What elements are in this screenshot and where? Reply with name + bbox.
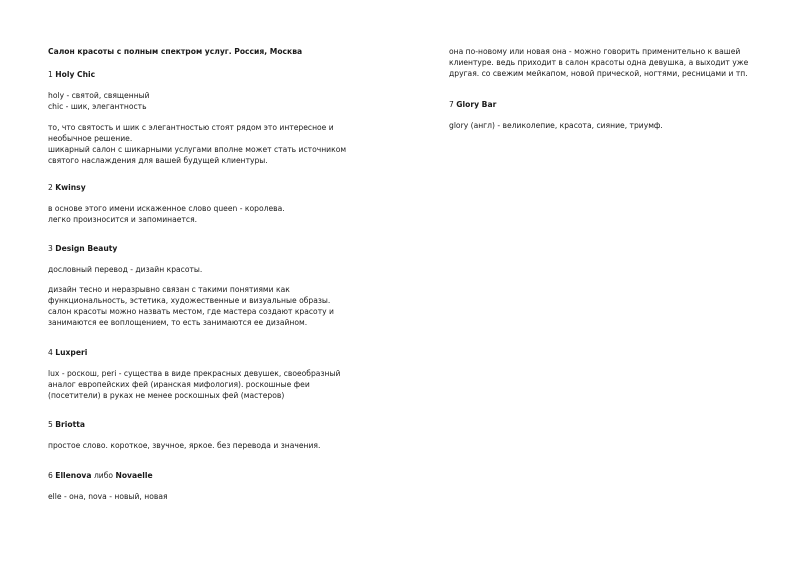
item-heading xyxy=(48,243,117,254)
text-line: занимаются ее воплощением, то есть занимаются ее дизайном. xyxy=(48,318,308,327)
text-line: glory (англ) - великолепие, красота, сияние, триумф. xyxy=(449,121,663,130)
item-heading xyxy=(449,99,496,110)
item-heading xyxy=(48,347,87,358)
text-line: шикарный салон с шикарными услугами вполне может стать источником xyxy=(48,145,347,154)
item-number: 6 xyxy=(48,471,53,480)
item-number: 7 xyxy=(449,100,454,109)
item-number: 2 xyxy=(48,183,53,192)
item-name: Holy Chic xyxy=(55,70,96,79)
text-line: (посетители) в руках не менее роскошных фей (мастеров) xyxy=(48,391,285,400)
item-heading xyxy=(48,69,95,80)
item-name: Design Beauty xyxy=(55,244,118,253)
item-name: Briotta xyxy=(55,420,86,429)
text-line: клиентуре. ведь приходит в салон красоты одна девушка, а выходит уже xyxy=(449,58,749,67)
item-name: Kwinsy xyxy=(55,183,86,192)
item-number: 4 xyxy=(48,348,53,357)
text-line: легко произносится и запоминается. xyxy=(48,215,198,224)
item-heading xyxy=(48,419,85,430)
item-heading xyxy=(48,182,86,193)
item-name: Glory Bar xyxy=(456,100,497,109)
text-line: салон красоты можно назвать местом, где мастера создают красоту и xyxy=(48,307,334,316)
page-title: Салон красоты с полным спектром услуг. Россия, Москва xyxy=(48,47,303,56)
text-line: дословный перевод - дизайн красоты. xyxy=(48,265,203,274)
item-name: Ellenova xyxy=(55,471,92,480)
item-number: 5 xyxy=(48,420,53,429)
text-line: другая. со свежим мейкапом, новой прической, ногтями, ресницами и тп. xyxy=(449,69,748,78)
text-line: в основе этого имени искаженное слово queen - королева. xyxy=(48,204,285,213)
text-line: elle - она, nova - новый, новая xyxy=(48,492,168,501)
text-line: функциональность, эстетика, художественные и визуальные образы. xyxy=(48,296,331,305)
item-number: 1 xyxy=(48,70,53,79)
text-line: аналог европейских фей (иранская мифология). роскошные феи xyxy=(48,380,310,389)
text-line: lux - роскош, peri - существа в виде прекрасных девушек, своеобразный xyxy=(48,369,341,378)
text-line: необычное решение. xyxy=(48,134,133,143)
text-line: holy - святой, священный xyxy=(48,91,150,100)
text-line: она по-новому или новая она - можно говорить применительно к вашей xyxy=(449,47,741,56)
text-line: святого наслаждения для вашей будущей клиентуры. xyxy=(48,156,268,165)
item-name: Luxperi xyxy=(55,348,88,357)
text-line: простое слово. короткое, звучное, яркое. без перевода и значения. xyxy=(48,441,321,450)
item-connector: либо xyxy=(93,471,114,480)
item-heading xyxy=(48,470,153,481)
item-name-alt: Novaelle xyxy=(115,471,153,480)
text-line: chic - шик, элегантность xyxy=(48,102,147,111)
item-number: 3 xyxy=(48,244,53,253)
text-line: то, что святость и шик с элегантностью стоят рядом это интересное и xyxy=(48,123,334,132)
text-line: дизайн тесно и неразрывно связан с такими понятиями как xyxy=(48,285,290,294)
